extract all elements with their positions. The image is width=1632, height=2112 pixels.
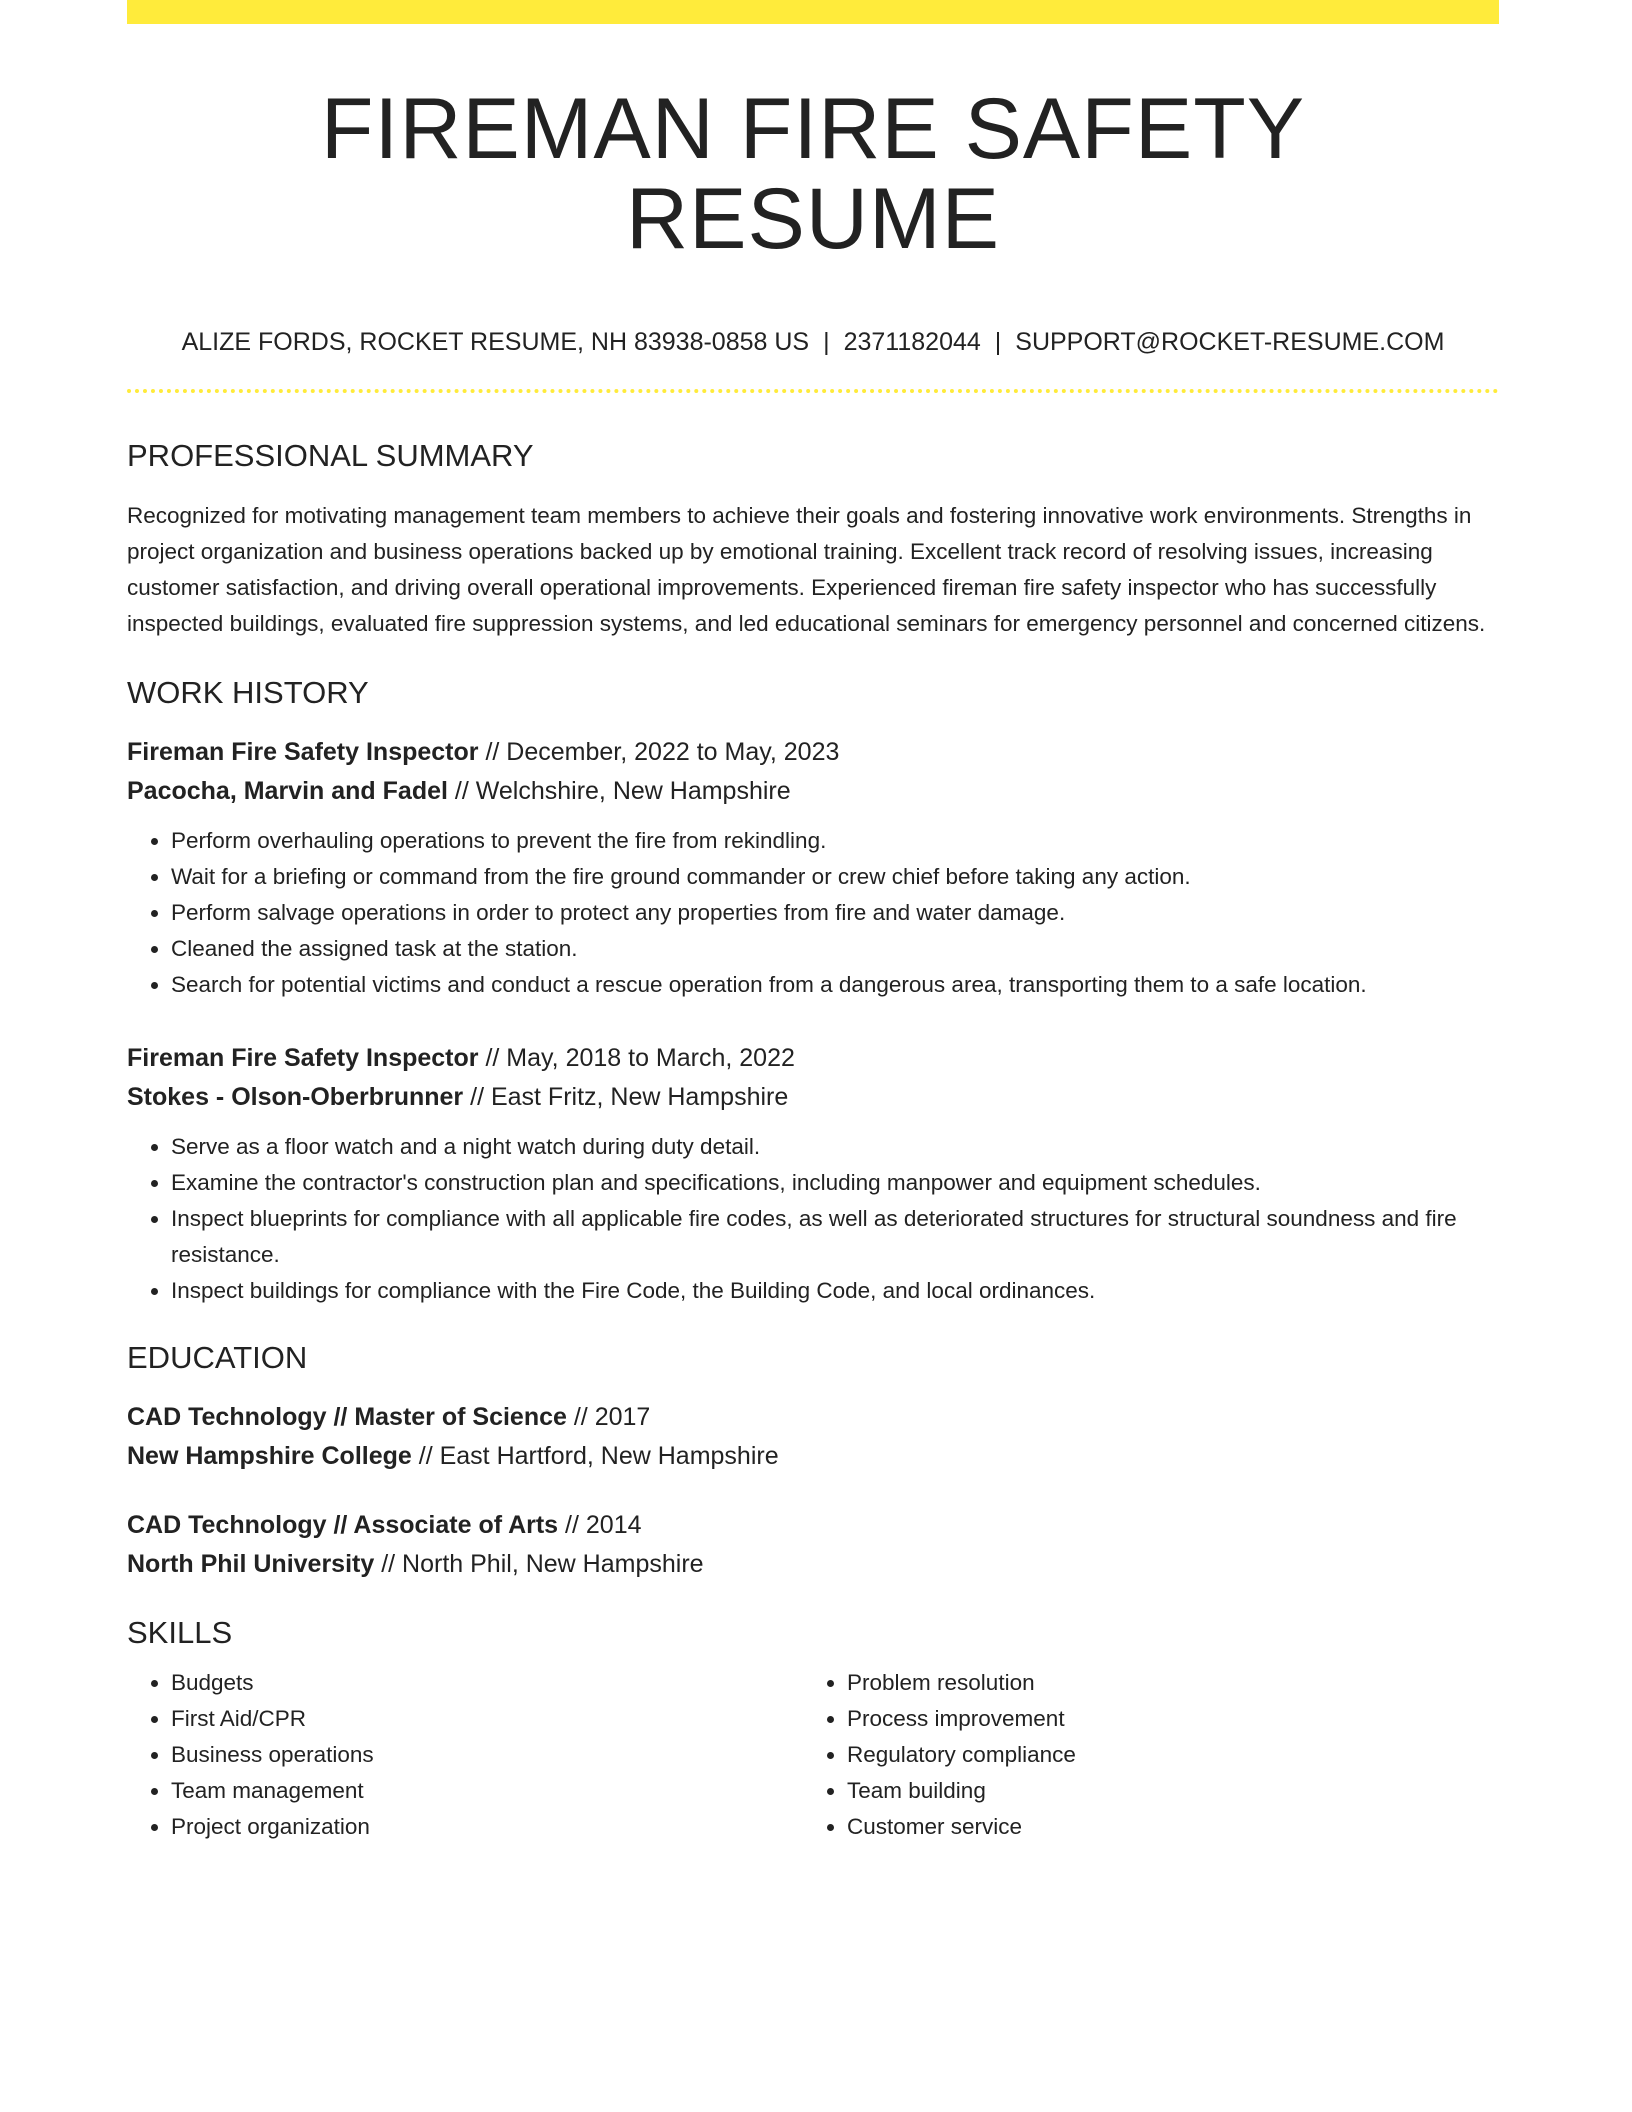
dotted-divider — [127, 389, 1499, 393]
list-item: • Team building — [847, 1773, 1479, 1809]
list-item: • Cleaned the assigned task at the station. — [171, 931, 1499, 967]
degree-year: // 2014 — [565, 1511, 642, 1540]
summary-text: Recognized for motivating management team members to achieve their goals and fostering innovative work environments. Strengths in project organization and business operations backed up by emotional training. Excellent track record of resolving issues, increasing customer satisfaction, and driving overall operational improvements. Experienced fireman fire safety inspector who has successfully inspected buildings, evaluated fire suppression systems, and led educational seminars for emergency personnel and concerned citizens. — [127, 502, 1486, 636]
list-item: • Inspect buildings for compliance with the Fire Code, the Building Code, and local ordinances. — [171, 1273, 1499, 1309]
school-line — [127, 1437, 1499, 1476]
school-location: // East Hartford, New Hampshire — [418, 1442, 779, 1471]
education-entry — [127, 1506, 1499, 1584]
job-entry — [127, 733, 1499, 1003]
contact-phone: 2371182044 — [843, 327, 981, 356]
list-item: • Business operations — [171, 1737, 803, 1773]
degree-year: // 2017 — [573, 1403, 651, 1432]
list-item: • Customer service — [847, 1809, 1479, 1845]
job-duties-list — [127, 1129, 1499, 1309]
degree-line — [127, 1506, 1499, 1545]
job-company-line — [127, 1078, 1499, 1117]
job-title-line — [127, 733, 1499, 772]
job-company: Pacocha, Marvin and Fadel — [127, 776, 448, 805]
section-heading-education: EDUCATION — [127, 1339, 308, 1375]
section-heading-skills: SKILLS — [127, 1615, 233, 1651]
degree: CAD Technology // Associate of Arts — [127, 1511, 559, 1540]
list-item: • Problem resolution — [847, 1665, 1479, 1701]
list-item: • Regulatory compliance — [847, 1737, 1479, 1773]
resume-page — [127, 0, 1499, 1845]
list-item: • Project organization — [171, 1809, 803, 1845]
list-item: • Team management — [171, 1773, 803, 1809]
school-name: New Hampshire College — [127, 1442, 412, 1471]
skills-column-right — [803, 1665, 1479, 1845]
skills-list — [127, 1665, 803, 1845]
section-heading-summary: PROFESSIONAL SUMMARY — [127, 437, 534, 473]
list-item: • Perform overhauling operations to prevent the fire from rekindling. — [171, 823, 1499, 859]
job-location: // East Fritz, New Hampshire — [470, 1082, 789, 1111]
job-title: Fireman Fire Safety Inspector — [127, 737, 479, 766]
job-entry — [127, 1039, 1499, 1309]
skills-list — [803, 1665, 1479, 1845]
top-accent-bar — [127, 0, 1499, 24]
job-location: // Welchshire, New Hampshire — [454, 776, 791, 805]
skills-column-left — [127, 1665, 803, 1845]
contact-separator: | — [823, 327, 830, 356]
school-line — [127, 1545, 1499, 1584]
list-item: • First Aid/CPR — [171, 1701, 803, 1737]
school-location: // North Phil, New Hampshire — [381, 1550, 704, 1579]
contact-line — [127, 327, 1499, 357]
list-item: • Serve as a floor watch and a night watch during duty detail. — [171, 1129, 1499, 1165]
job-company: Stokes - Olson-Oberbrunner — [127, 1082, 464, 1111]
degree: CAD Technology // Master of Science — [127, 1403, 567, 1432]
list-item: • Perform salvage operations in order to protect any properties from fire and water damage. — [171, 895, 1499, 931]
degree-line — [127, 1398, 1499, 1437]
job-company-line — [127, 772, 1499, 811]
job-duties-list — [127, 823, 1499, 1003]
list-item: • Examine the contractor's construction plan and specifications, including manpower and equipment schedules. — [171, 1165, 1499, 1201]
job-title: Fireman Fire Safety Inspector — [127, 1043, 479, 1072]
job-dates: // May, 2018 to March, 2022 — [485, 1043, 795, 1072]
section-heading-work-history: WORK HISTORY — [127, 674, 369, 710]
school-name: North Phil University — [127, 1550, 375, 1579]
resume-title: FIREMAN FIRE SAFETY RESUME — [320, 81, 1306, 268]
list-item: • Wait for a briefing or command from the fire ground commander or crew chief before taking any action. — [171, 859, 1499, 895]
job-dates: // December, 2022 to May, 2023 — [485, 737, 840, 766]
list-item: • Process improvement — [847, 1701, 1479, 1737]
list-item: • Inspect blueprints for compliance with all applicable fire codes, as well as deteriorated structures for structural soundness and fire resistance. — [171, 1201, 1499, 1273]
contact-separator: | — [994, 327, 1002, 356]
job-title-line — [127, 1039, 1499, 1078]
skills-grid — [127, 1665, 1499, 1845]
education-entry — [127, 1398, 1499, 1476]
contact-address: ALIZE FORDS, ROCKET RESUME, NH 83938-0858 US — [181, 327, 810, 356]
list-item: • Budgets — [171, 1665, 803, 1701]
list-item: • Search for potential victims and conduct a rescue operation from a dangerous area, transporting them to a safe location. — [171, 967, 1499, 1003]
contact-email: SUPPORT@ROCKET-RESUME.COM — [1015, 327, 1445, 356]
